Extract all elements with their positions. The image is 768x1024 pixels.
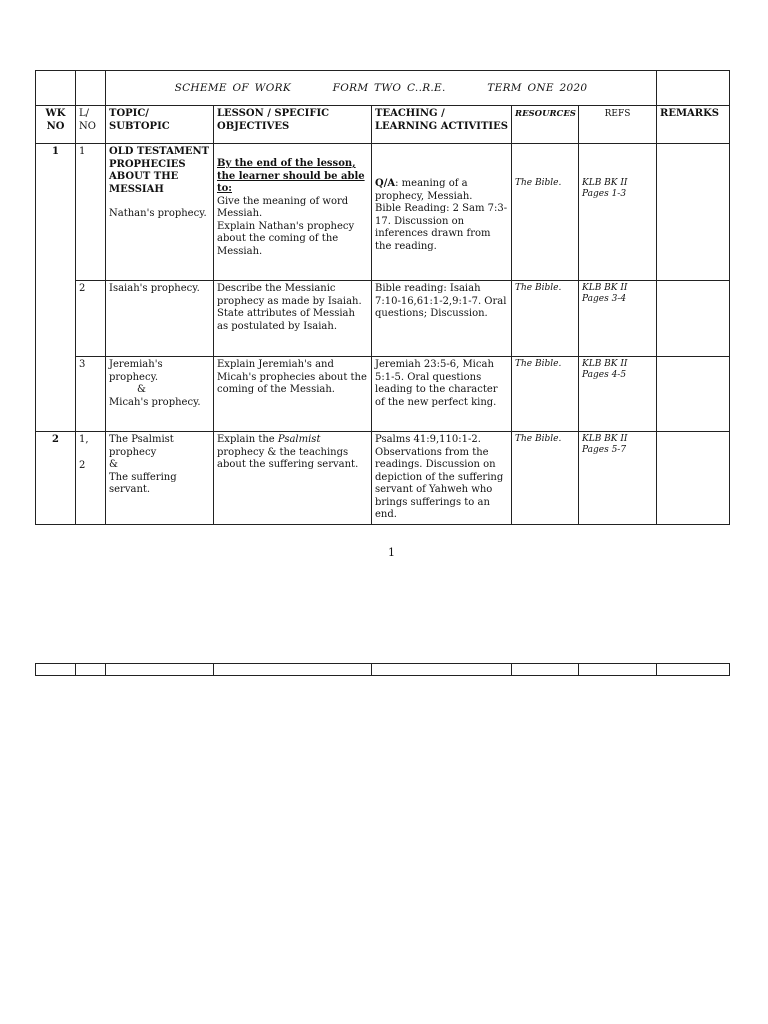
topic-cell <box>106 144 214 281</box>
scheme-of-work-table <box>35 70 730 525</box>
activities-cell: Jeremiah 23:5-6, Micah 5:1-5. Oral questions leading to the character of the new perfect king. <box>372 357 512 432</box>
ref-pages: Pages 3-4 <box>582 294 627 304</box>
blank-cell <box>36 664 76 676</box>
lesson-number: 1 <box>76 144 106 281</box>
blank-cell <box>657 664 730 676</box>
resource: The Bible. <box>512 281 579 357</box>
blank-cell <box>372 664 512 676</box>
topic-cell <box>106 432 214 525</box>
header-refs: REFS <box>579 106 657 144</box>
blank-cell <box>106 664 214 676</box>
ref-book: KLB BK II <box>582 283 628 293</box>
activities-cell <box>372 144 512 281</box>
objectives-cell <box>214 281 372 357</box>
title-scheme: SCHEME OF WORK <box>174 81 291 94</box>
table-row <box>36 432 730 525</box>
header-remarks: REMARKS <box>657 106 730 144</box>
activities-cell: Psalms 41:9,110:1-2. Observations from the readings. Discussion on depiction of the suffering servant of Yahweh who brings sufferings to an end. <box>372 432 512 525</box>
objective: Give the meaning of word Messiah. <box>217 195 349 219</box>
remarks-cell <box>657 432 730 525</box>
header-topic: TOPIC/ SUBTOPIC <box>106 106 214 144</box>
ref-book: KLB BK II <box>582 178 628 188</box>
refs-cell <box>579 357 657 432</box>
resource: The Bible. <box>512 357 579 432</box>
blank-cell <box>76 71 106 106</box>
page-title <box>106 71 657 106</box>
refs-cell <box>579 281 657 357</box>
week-number: 2 <box>36 432 76 525</box>
objective-lead: By the end of the lesson, the learner should be able to: <box>217 158 365 194</box>
ref-book: KLB BK II <box>582 434 628 444</box>
title-term: TERM ONE 2020 <box>487 81 588 94</box>
objective-italic: Psalmist <box>277 434 321 445</box>
header-l-no: L/ NO <box>76 106 106 144</box>
blank-cell <box>579 664 657 676</box>
activity-qa: Q/A <box>375 178 396 189</box>
subtopic: Nathan's prophecy. <box>109 208 207 219</box>
ampersand: & <box>109 459 118 470</box>
ref-pages: Pages 5-7 <box>582 445 627 455</box>
title-form: FORM TWO C..R.E. <box>332 81 446 94</box>
lesson-number: 2 <box>76 281 106 357</box>
header-objectives: LESSON / SPECIFIC OBJECTIVES <box>214 106 372 144</box>
header-row <box>36 106 730 144</box>
lesson-number: 1, <box>79 434 89 445</box>
table-row <box>36 357 730 432</box>
resource: The Bible. <box>515 178 562 188</box>
subtopic: The Psalmist prophecy <box>109 434 174 458</box>
blank-cell <box>36 71 76 106</box>
lesson-number: 3 <box>76 357 106 432</box>
remarks-cell <box>657 357 730 432</box>
blank-cell <box>76 664 106 676</box>
resource-cell <box>512 144 579 281</box>
blank-cell <box>512 664 579 676</box>
table-row <box>36 281 730 357</box>
title-row <box>36 71 730 106</box>
activity-qa-rest: : meaning of a prophecy, Messiah. <box>375 178 473 202</box>
page-number: 1 <box>388 546 395 559</box>
objective: Explain Nathan's prophecy about the coming of the Messiah. <box>217 220 355 257</box>
objectives-cell <box>214 144 372 281</box>
lesson-number-cell <box>76 432 106 525</box>
topic-cell: Isaiah's prophecy. <box>106 281 214 357</box>
objective: State attributes of Messiah as postulated by Isaiah. <box>217 308 355 332</box>
topic-cell <box>106 357 214 432</box>
ampersand: & <box>137 384 146 395</box>
week-number: 1 <box>36 144 76 432</box>
blank-cell <box>214 664 372 676</box>
resource: The Bible. <box>512 432 579 525</box>
subtopic: Micah's prophecy. <box>109 396 201 408</box>
objective: Describe the Messianic prophecy as made by Isaiah. <box>217 283 362 307</box>
refs-cell <box>579 144 657 281</box>
lesson-number: 2 <box>79 459 86 471</box>
header-wk-no: WK NO <box>36 106 76 144</box>
subtopic: The suffering servant. <box>109 471 177 495</box>
refs-cell <box>579 432 657 525</box>
objectives-cell: Explain Jeremiah's and Micah's prophecies about the coming of the Messiah. <box>214 357 372 432</box>
objective-text: prophecy & the teachings about the suffering servant. <box>217 446 359 470</box>
activities-cell: Bible reading: Isaiah 7:10-16,61:1-2,9:1-7. Oral questions; Discussion. <box>372 281 512 357</box>
table-row <box>36 144 730 281</box>
remarks-cell <box>657 144 730 281</box>
ref-book: KLB BK II <box>582 359 628 369</box>
header-resources: RESOURCES <box>512 106 579 144</box>
blank-cell <box>657 71 730 106</box>
ref-pages: Pages 1-3 <box>582 189 627 199</box>
activity: Bible Reading: 2 Sam 7:3-17. Discussion on inferences drawn from the reading. <box>375 203 508 252</box>
subtopic: Jeremiah's prophecy. <box>109 359 163 383</box>
empty-row <box>36 664 730 676</box>
next-page-table-stub <box>35 663 730 676</box>
header-activities: TEACHING / LEARNING ACTIVITIES <box>372 106 512 144</box>
objectives-cell <box>214 432 372 525</box>
ref-pages: Pages 4-5 <box>582 370 627 380</box>
remarks-cell <box>657 281 730 357</box>
topic-title: OLD TESTAMENT PROPHECIES ABOUT THE MESSIAH <box>109 146 210 195</box>
objective-text: Explain the <box>217 434 278 445</box>
